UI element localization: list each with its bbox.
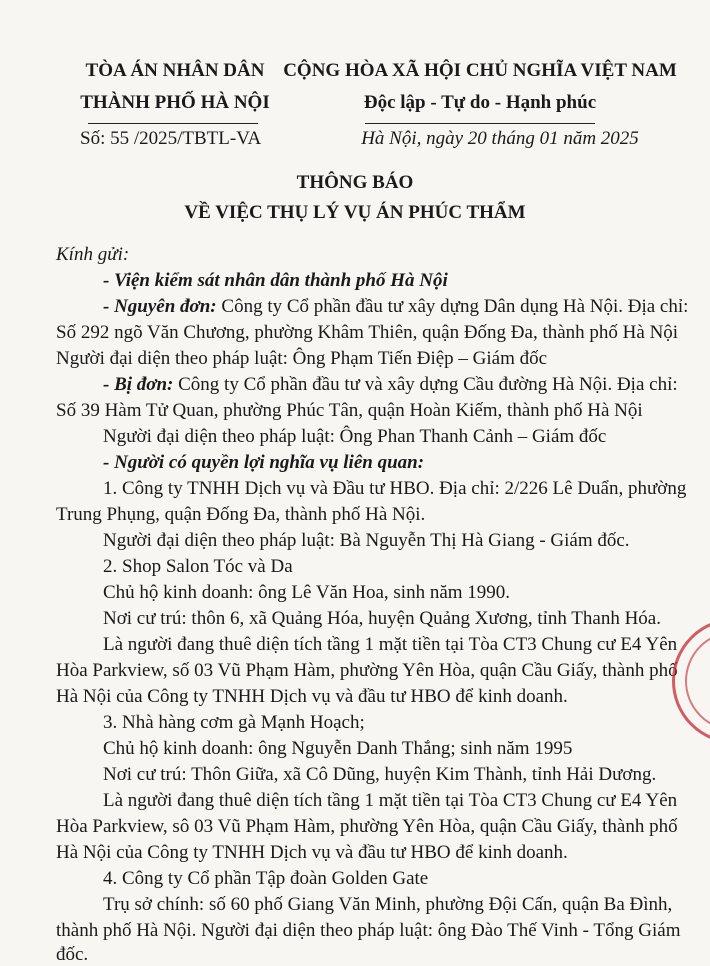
- plaintiff-label: - Nguyên đơn:: [103, 296, 217, 317]
- related-1-representative: Người đại diện theo pháp luật: Bà Nguyễn Thị Hà Giang - Giám đốc.: [103, 530, 630, 551]
- related-2-lease-line3: Hà Nội của Công ty TNHH Dịch vụ và đầu tư HBO để kinh doanh.: [56, 686, 568, 707]
- related-4-hq-line1: Trụ sở chính: số 60 phố Giang Văn Minh, phường Đội Cấn, quận Ba Đình,: [103, 894, 673, 915]
- recipient: - Viện kiểm sát nhân dân thành phố Hà Nội: [103, 270, 448, 291]
- defendant-text: Công ty Cổ phần đầu tư và xây dựng Cầu đường Hà Nội. Địa chỉ:: [173, 374, 678, 395]
- defendant-line: [103, 374, 678, 396]
- national-motto: Độc lập - Tự do - Hạnh phúc: [363, 92, 597, 113]
- related-3-lease-line3: Hà Nội của Công ty TNHH Dịch vụ và đầu tư HBO để kinh doanh.: [56, 842, 568, 863]
- related-2-title: 2. Shop Salon Tóc và Da: [103, 556, 293, 577]
- related-4-hq-line2: thành phố Hà Nội. Người đại diện theo pháp luật: ông Đào Thế Vinh - Tổng Giám: [56, 920, 681, 941]
- plaintiff-line: [103, 296, 688, 318]
- plaintiff-text: Công ty Cổ phần đầu tư xây dựng Dân dụng Hà Nội. Địa chỉ:: [216, 296, 689, 317]
- related-4-title: 4. Công ty Cổ phần Tập đoàn Golden Gate: [103, 868, 429, 889]
- related-3-lease-line2: Hòa Parkview, sô 03 Vũ Phạm Hàm, phường Yên Hòa, quận Cầu Giấy, thành phố: [56, 816, 678, 837]
- defendant-address: Số 39 Hàm Tử Quan, phường Phúc Tân, quận Hoàn Kiếm, thành phố Hà Nội: [56, 400, 643, 421]
- document-number: Số: 55 /2025/TBTL-VA: [80, 128, 262, 149]
- related-1-line2: Trung Phụng, quận Đống Đa, thành phố Hà Nội.: [56, 504, 426, 525]
- header-divider-right: [365, 123, 595, 124]
- related-2-owner: Chủ hộ kinh doanh: ông Lê Văn Hoa, sinh năm 1990.: [103, 582, 511, 603]
- court-name-line1: TÒA ÁN NHÂN DÂN: [85, 60, 265, 81]
- defendant-representative: Người đại diện theo pháp luật: Ông Phan Thanh Cảnh – Giám đốc: [103, 426, 607, 447]
- related-parties-label: - Người có quyền lợi nghĩa vụ liên quan:: [103, 452, 425, 473]
- court-seal-stamp: [672, 618, 710, 744]
- salutation: Kính gửi:: [56, 244, 130, 265]
- plaintiff-representative: Người đại diện theo pháp luật: Ông Phạm Tiến Điệp – Giám đốc: [56, 348, 548, 369]
- related-2-lease-line1: Là người đang thuê diện tích tầng 1 mặt tiền tại Tòa CT3 Chung cư E4 Yên: [103, 634, 678, 655]
- related-4-hq-line3: đốc.: [56, 944, 89, 965]
- court-name-line2: THÀNH PHỐ HÀ NỘI: [80, 92, 270, 113]
- document-date: Hà Nội, ngày 20 tháng 01 năm 2025: [361, 128, 639, 149]
- related-2-residence: Nơi cư trú: thôn 6, xã Quảng Hóa, huyện Quảng Xương, tỉnh Thanh Hóa.: [103, 608, 661, 629]
- plaintiff-address: Số 292 ngõ Văn Chương, phường Khâm Thiên, quận Đống Đa, thành phố Hà Nội: [56, 322, 679, 343]
- republic-name: CỘNG HÒA XÃ HỘI CHỦ NGHĨA VIỆT NAM: [283, 60, 677, 81]
- defendant-label: - Bị đơn:: [103, 374, 174, 395]
- notice-title: THÔNG BÁO: [296, 172, 414, 193]
- related-3-title: 3. Nhà hàng cơm gà Mạnh Hoạch;: [103, 712, 365, 733]
- related-2-lease-line2: Hòa Parkview, số 03 Vũ Phạm Hàm, phường Yên Hòa, quận Cầu Giấy, thành phố: [56, 660, 678, 681]
- notice-subtitle: VỀ VIỆC THỤ LÝ VỤ ÁN PHÚC THẨM: [184, 202, 526, 223]
- related-3-residence: Nơi cư trú: Thôn Giữa, xã Cô Dũng, huyện Kim Thành, tỉnh Hải Dương.: [103, 764, 657, 785]
- related-1-line1: 1. Công ty TNHH Dịch vụ và Đầu tư HBO. Địa chỉ: 2/226 Lê Duẩn, phường: [103, 478, 687, 499]
- related-3-lease-line1: Là người đang thuê diện tích tầng 1 mặt tiền tại Tòa CT3 Chung cư E4 Yên: [103, 790, 678, 811]
- related-3-owner: Chủ hộ kinh doanh: ông Nguyễn Danh Thắng; sinh năm 1995: [103, 738, 573, 759]
- header-divider-left: [88, 123, 258, 124]
